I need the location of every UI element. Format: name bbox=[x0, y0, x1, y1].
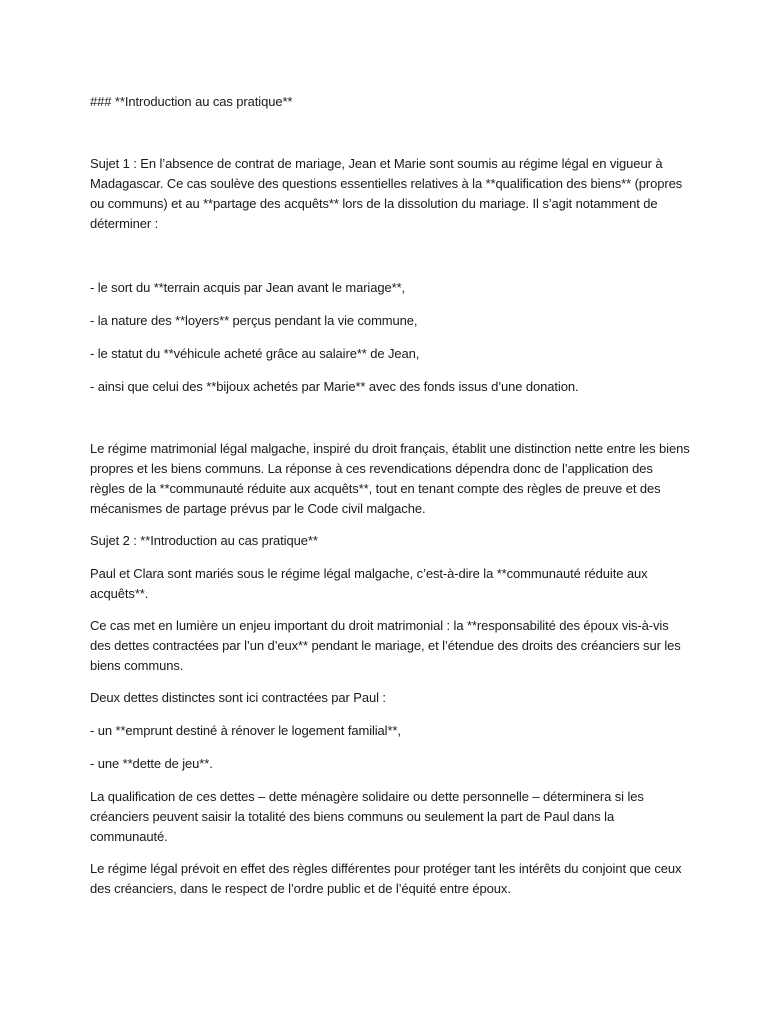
list-item-emprunt: - un **emprunt destiné à rénover le logement familial**, bbox=[90, 723, 401, 738]
regime-matrimonial-paragraph: Le régime matrimonial légal malgache, inspiré du droit français, établit une distinction nette entre les biens propres et les biens communs. La réponse à ces revendications dépendra donc de l’application des règles de la **communauté réduite aux acquêts**, tout en tenant compte des règles de preuve et des mécanismes de partage prévus par le Code civil malgache. bbox=[90, 441, 690, 516]
sujet-2-heading: Sujet 2 : **Introduction au cas pratique** bbox=[90, 533, 318, 548]
deux-dettes-paragraph: Deux dettes distinctes sont ici contractées par Paul : bbox=[90, 690, 386, 705]
list-item-vehicule: - le statut du **véhicule acheté grâce au salaire** de Jean, bbox=[90, 346, 420, 361]
qualification-paragraph: La qualification de ces dettes – dette ménagère solidaire ou dette personnelle – déterminera si les créanciers peuvent saisir la totalité des biens communs ou seulement la part de Paul dans la communauté. bbox=[90, 789, 644, 844]
regime-legal-paragraph: Le régime légal prévoit en effet des règles différentes pour protéger tant les intérêts du conjoint que ceux des créanciers, dans le respect de l’ordre public et de l’équité entre époux. bbox=[90, 861, 682, 896]
document-body bbox=[90, 92, 690, 911]
list-item-terrain: - le sort du **terrain acquis par Jean avant le mariage**, bbox=[90, 280, 406, 295]
sujet-1-paragraph: Sujet 1 : En l’absence de contrat de mariage, Jean et Marie sont soumis au régime légal en vigueur à Madagascar. Ce cas soulève des questions essentielles relatives à la **qualification des biens** (propres ou communs) et au **partage des acquêts** lors de la dissolution du mariage. Il s’agit notamment de déterminer : bbox=[90, 156, 683, 231]
paul-clara-paragraph: Paul et Clara sont mariés sous le régime légal malgache, c’est-à-dire la **communauté réduite aux acquêts**. bbox=[90, 566, 648, 601]
enjeu-paragraph: Ce cas met en lumière un enjeu important du droit matrimonial : la **responsabilité des époux vis-à-vis des dettes contractées par l’un d’eux** pendant le mariage, et l’étendue des droits des créanciers sur les biens communs. bbox=[90, 618, 681, 673]
list-item-bijoux: - ainsi que celui des **bijoux achetés par Marie** avec des fonds issus d’une donation. bbox=[90, 379, 579, 394]
document-heading: ### **Introduction au cas pratique** bbox=[90, 94, 293, 109]
list-item-loyers: - la nature des **loyers** perçus pendant la vie commune, bbox=[90, 313, 418, 328]
list-item-dette-jeu: - une **dette de jeu**. bbox=[90, 756, 213, 771]
